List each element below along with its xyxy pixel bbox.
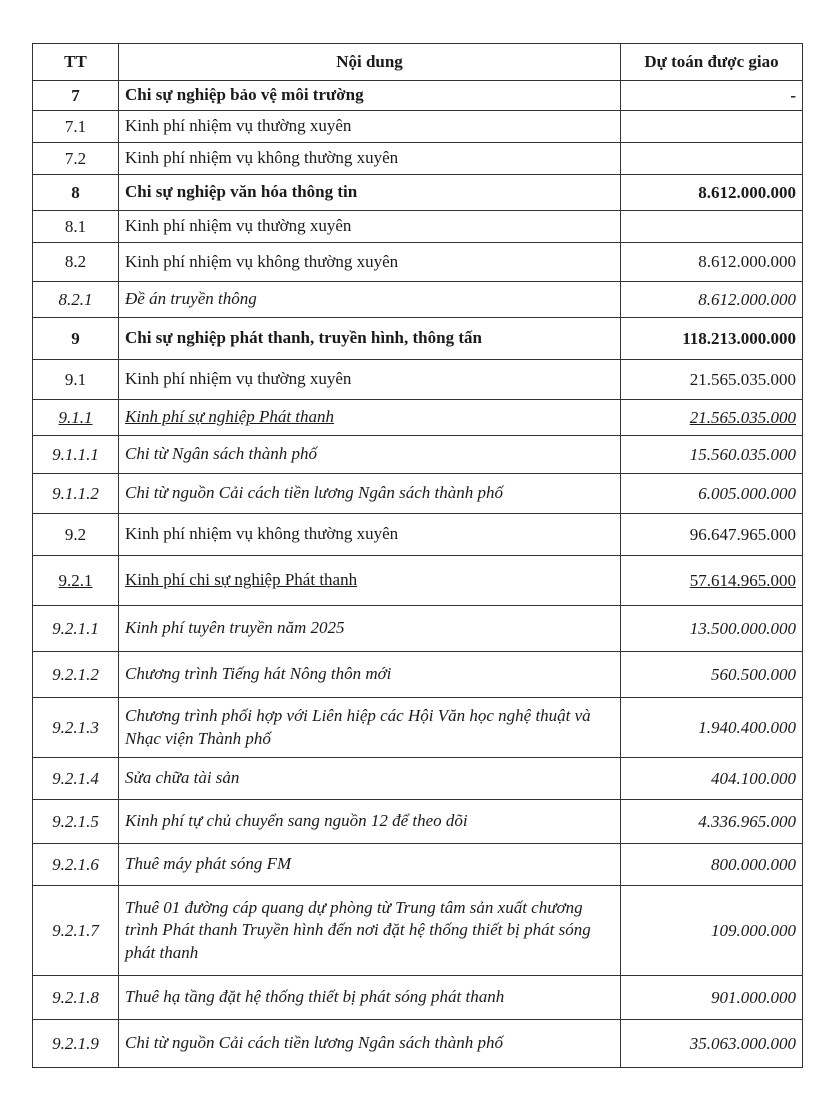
row-content: Kinh phí tuyên truyền năm 2025 xyxy=(119,606,621,652)
row-number: 7.2 xyxy=(33,143,119,175)
row-number: 9 xyxy=(33,318,119,360)
row-amount xyxy=(621,211,803,243)
row-number: 7.1 xyxy=(33,111,119,143)
row-amount xyxy=(621,111,803,143)
row-number: 9.2 xyxy=(33,514,119,556)
row-content: Chi từ nguồn Cải cách tiền lương Ngân sách thành phố xyxy=(119,474,621,514)
header-amount: Dự toán được giao xyxy=(621,44,803,81)
row-content: Chương trình phối hợp với Liên hiệp các Hội Văn học nghệ thuật và Nhạc viện Thành phố xyxy=(119,698,621,758)
table-row xyxy=(33,282,803,318)
row-amount: 800.000.000 xyxy=(621,844,803,886)
row-amount: 96.647.965.000 xyxy=(621,514,803,556)
row-amount: 901.000.000 xyxy=(621,976,803,1020)
table-row xyxy=(33,436,803,474)
row-amount: 21.565.035.000 xyxy=(621,360,803,400)
header-tt: TT xyxy=(33,44,119,81)
row-number: 9.2.1.4 xyxy=(33,758,119,800)
table-row xyxy=(33,111,803,143)
row-amount: 8.612.000.000 xyxy=(621,243,803,282)
budget-table xyxy=(32,43,803,1068)
row-amount: 1.940.400.000 xyxy=(621,698,803,758)
row-amount: 13.500.000.000 xyxy=(621,606,803,652)
table-row xyxy=(33,1020,803,1068)
table-row xyxy=(33,556,803,606)
row-number: 9.1 xyxy=(33,360,119,400)
row-amount: 35.063.000.000 xyxy=(621,1020,803,1068)
row-content: Thuê máy phát sóng FM xyxy=(119,844,621,886)
row-content: Thuê 01 đường cáp quang dự phòng từ Trung tâm sản xuất chương trình Phát thanh Truyền hình đến nơi đặt hệ thống thiết bị phát sóng phát thanh xyxy=(119,886,621,976)
table-row xyxy=(33,318,803,360)
row-number: 9.2.1.9 xyxy=(33,1020,119,1068)
table-header-row xyxy=(33,44,803,81)
table-row xyxy=(33,514,803,556)
table-row xyxy=(33,886,803,976)
row-content: Chương trình Tiếng hát Nông thôn mới xyxy=(119,652,621,698)
table-row xyxy=(33,360,803,400)
row-number: 8.2 xyxy=(33,243,119,282)
table-row xyxy=(33,652,803,698)
row-amount: 8.612.000.000 xyxy=(621,175,803,211)
row-content: Chi sự nghiệp bảo vệ môi trường xyxy=(119,81,621,111)
row-number: 9.2.1.8 xyxy=(33,976,119,1020)
row-content: Kinh phí nhiệm vụ không thường xuyên xyxy=(119,514,621,556)
row-amount: 21.565.035.000 xyxy=(621,400,803,436)
row-content: Đề án truyền thông xyxy=(119,282,621,318)
row-content: Kinh phí tự chủ chuyển sang nguồn 12 để theo dõi xyxy=(119,800,621,844)
row-content: Kinh phí nhiệm vụ không thường xuyên xyxy=(119,243,621,282)
table-row xyxy=(33,606,803,652)
row-content: Chi sự nghiệp văn hóa thông tin xyxy=(119,175,621,211)
row-content: Kinh phí chi sự nghiệp Phát thanh xyxy=(119,556,621,606)
row-number: 9.2.1.5 xyxy=(33,800,119,844)
table-row xyxy=(33,243,803,282)
table-row xyxy=(33,976,803,1020)
row-content: Kinh phí sự nghiệp Phát thanh xyxy=(119,400,621,436)
row-amount: - xyxy=(621,81,803,111)
table-row xyxy=(33,844,803,886)
row-amount: 109.000.000 xyxy=(621,886,803,976)
row-content: Thuê hạ tầng đặt hệ thống thiết bị phát sóng phát thanh xyxy=(119,976,621,1020)
row-amount: 4.336.965.000 xyxy=(621,800,803,844)
row-content: Kinh phí nhiệm vụ thường xuyên xyxy=(119,211,621,243)
row-amount: 6.005.000.000 xyxy=(621,474,803,514)
row-amount xyxy=(621,143,803,175)
row-content: Chi từ nguồn Cải cách tiền lương Ngân sách thành phố xyxy=(119,1020,621,1068)
row-content: Kinh phí nhiệm vụ không thường xuyên xyxy=(119,143,621,175)
row-amount: 118.213.000.000 xyxy=(621,318,803,360)
header-content: Nội dung xyxy=(119,44,621,81)
row-number: 9.1.1.1 xyxy=(33,436,119,474)
table-row xyxy=(33,175,803,211)
row-number: 9.2.1.3 xyxy=(33,698,119,758)
row-content: Chi sự nghiệp phát thanh, truyền hình, thông tấn xyxy=(119,318,621,360)
table-row xyxy=(33,143,803,175)
row-number: 8.1 xyxy=(33,211,119,243)
row-number: 9.2.1.7 xyxy=(33,886,119,976)
table-row xyxy=(33,211,803,243)
table-row xyxy=(33,400,803,436)
row-number: 8 xyxy=(33,175,119,211)
row-number: 9.1.1 xyxy=(33,400,119,436)
row-number: 9.2.1.2 xyxy=(33,652,119,698)
table-row xyxy=(33,800,803,844)
row-number: 8.2.1 xyxy=(33,282,119,318)
table-row xyxy=(33,758,803,800)
row-content: Sửa chữa tài sản xyxy=(119,758,621,800)
row-amount: 404.100.000 xyxy=(621,758,803,800)
row-content: Chi từ Ngân sách thành phố xyxy=(119,436,621,474)
table-row xyxy=(33,81,803,111)
row-amount: 8.612.000.000 xyxy=(621,282,803,318)
table-row xyxy=(33,698,803,758)
table-body xyxy=(33,81,803,1068)
table-row xyxy=(33,474,803,514)
row-number: 7 xyxy=(33,81,119,111)
row-amount: 560.500.000 xyxy=(621,652,803,698)
row-number: 9.2.1 xyxy=(33,556,119,606)
row-amount: 15.560.035.000 xyxy=(621,436,803,474)
row-amount: 57.614.965.000 xyxy=(621,556,803,606)
row-number: 9.2.1.1 xyxy=(33,606,119,652)
row-content: Kinh phí nhiệm vụ thường xuyên xyxy=(119,360,621,400)
row-number: 9.2.1.6 xyxy=(33,844,119,886)
row-number: 9.1.1.2 xyxy=(33,474,119,514)
row-content: Kinh phí nhiệm vụ thường xuyên xyxy=(119,111,621,143)
